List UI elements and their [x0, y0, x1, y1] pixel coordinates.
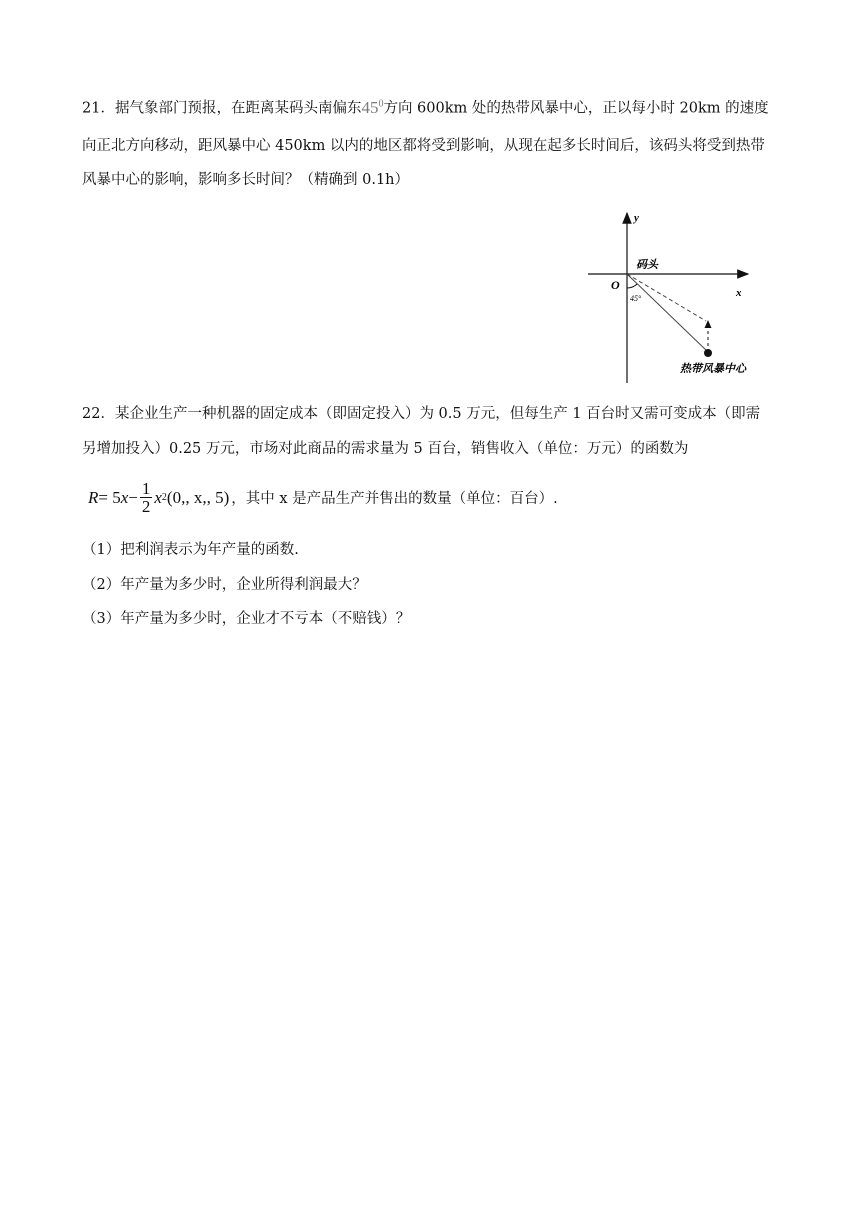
fraction-numerator: 1 — [141, 479, 151, 498]
q22-line-1: 22．某企业生产一种机器的固定成本（即固定投入）为 0.5 万元，但每生产 1 百台时又需可变成本（即需 — [82, 406, 761, 422]
y-axis-label: y — [634, 212, 639, 224]
formula-lhs: R — [88, 487, 99, 507]
storm-center-dot — [704, 349, 712, 357]
formula-fraction — [140, 480, 153, 515]
storm-label: 热带风暴中心 — [680, 362, 746, 375]
angle-45-degree — [361, 98, 383, 117]
q21-text-b: 方向 600km 处的热带风暴中心，正以每小时 20km 的速度 — [383, 100, 769, 117]
formula-minus: − — [128, 487, 138, 507]
q21-line-3: 风暴中心的影响，影响多长时间？（精确到 0.1h） — [82, 172, 410, 188]
q22-sub-1: （1）把利润表示为年产量的函数. — [82, 542, 299, 558]
q21-line-1 — [82, 94, 782, 119]
x-axis-label: x — [736, 287, 742, 299]
formula-x1: x — [120, 487, 129, 507]
degree-mark: 0 — [378, 98, 384, 109]
formula-domain: (0,, x,, 5) — [166, 487, 230, 507]
dock-label: 码头 — [636, 258, 658, 271]
formula-x2: x — [154, 487, 162, 507]
q21-text-a: 21．据气象部门预报，在距离某码头南偏东 — [82, 100, 362, 117]
q21-line-2: 向正北方向移动，距风暴中心 450km 以内的地区都将受到影响，从现在起多长时间后，该码头将受到热带 — [82, 138, 765, 154]
formula-tail: ，其中 x 是产品生产并售出的数量（单位：百台）. — [231, 491, 558, 507]
q22-line-2: 另增加投入）0.25 万元，市场对此商品的需求量为 5 百台，销售收入（单位：万元）的函数为 — [82, 441, 689, 457]
formula-eq: = 5 — [98, 487, 121, 507]
revenue-formula — [88, 480, 558, 515]
origin-label: O — [611, 278, 620, 292]
fraction-denominator: 2 — [141, 497, 151, 516]
q21-diagram — [580, 205, 760, 385]
dock-to-storm-line — [627, 274, 708, 352]
degree-value: 45 — [361, 97, 379, 117]
q22-sub-2: （2）年产量为多少时，企业所得利润最大？ — [82, 577, 367, 593]
formula-exponent: 2 — [161, 492, 167, 503]
angle-arc — [627, 284, 637, 288]
angle-label: 45° — [630, 294, 642, 303]
q22-sub-3: （3）年产量为多少时，企业才不亏本（不赔钱）？ — [82, 611, 411, 627]
